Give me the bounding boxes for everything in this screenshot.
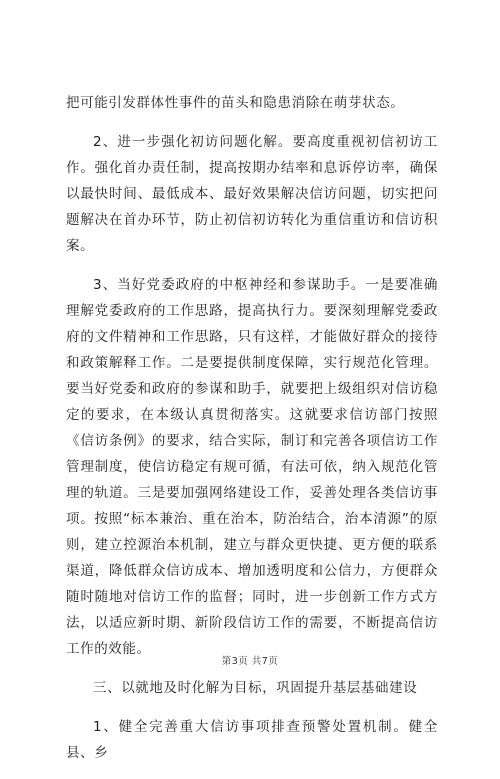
page-number-footer: 第3页 共7页	[221, 656, 279, 667]
document-body	[66, 90, 438, 779]
paragraph-early-warning: 1、健全完善重大信访事项排查预警处置机制。健全县、乡	[66, 719, 438, 761]
paragraph-initial-visits: 2、进一步强化初访问题化解。要高度重视初信初访工作。强化首办责任制，提高按期办结率和息诉停访率，确保以最快时间、最低成本、最好效果解决信访问题，切实把问题解决在首办环节，防止初信初访转化为重信重访和信访积案。	[66, 134, 438, 254]
paragraph-advisor-role: 3、当好党委政府的中枢神经和参谋助手。一是要准确理解党委政府的工作思路，提高执行力。要深刻理解党委政府的文件精神和工作思路，只有这样，才能做好群众的接待和政策解释工作。二是要提供制度保障，实行规范化管理。要当好党委和政府的参谋和助手，就要把上级组织对信访稳定的要求，在本级认真贯彻落实。这就要求信访部门按照《信访条例》的要求，结合实际，制订和完善各项信访工作管理制度，使信访稳定有规可循，有法可依，纳入规范化管理的轨道。三是要加强网络建设工作，妥善处理各类信访事项。按照“标本兼治、重在治本，防治结合，治本清源”的原则，建立控源治本机制，建立与群众更快捷、更方便的联系渠道，降低群众信访成本、增加透明度和公信力，方便群众随时随地对信访工作的监督；同时，进一步创新工作方式方法，以适应新时期、新阶段信访工作的需要，不断提高信访工作的效能。	[66, 277, 438, 657]
section-heading-three: 三、以就地及时化解为目标，巩固提升基层基础建设	[93, 680, 418, 696]
paragraph-continuation: 把可能引发群体性事件的苗头和隐患消除在萌芽状态。	[66, 95, 405, 111]
